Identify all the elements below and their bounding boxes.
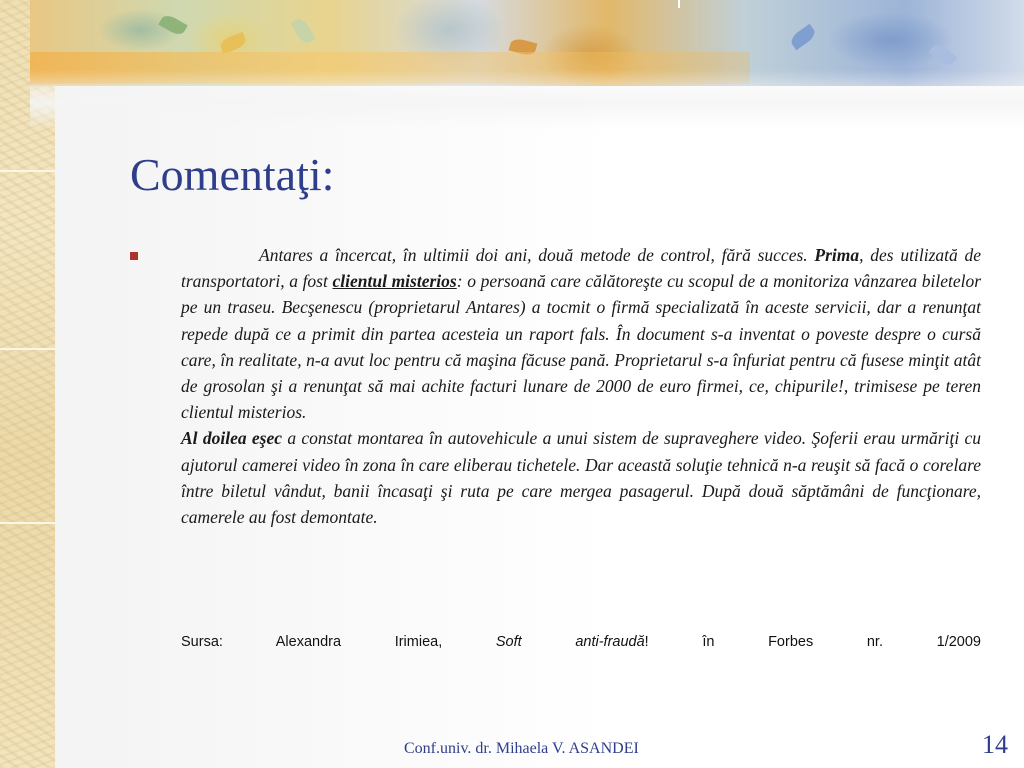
paragraph-first-method	[181, 242, 981, 425]
banner-fade	[30, 70, 1024, 130]
slide-body	[181, 242, 981, 530]
source-title: Soft anti-fraudă	[495, 634, 645, 650]
leaf-decoration	[788, 24, 817, 50]
al-doilea-esec-label: Al doilea eşec	[181, 428, 283, 449]
strip-divider	[0, 348, 55, 350]
prima-label: Prima	[814, 245, 860, 265]
clientul-misterios-term: clientul misterios	[332, 271, 457, 292]
slide-title: Comentaţi:	[130, 149, 335, 200]
banner-divider	[678, 0, 680, 8]
source-suffix: ! în Forbes nr. 1/2009	[644, 634, 981, 650]
source-prefix: Sursa: Alexandra Irimiea,	[181, 634, 496, 650]
source-citation	[181, 634, 981, 650]
leaf-decoration	[929, 41, 958, 68]
paragraph-text: a constat montarea în autovehicule a unui sistem de supraveghere video. Şoferii erau urmăriţi cu ajutorul camerei video în zona în care eliberau tichetele. Dar această soluţie tehnică n-a reuşit să facă o corelare între biletul vândut, banii încasaţi şi ruta pe care mergea pasagerul. După două săptămâni de funcţionare, camerele au fost demontate.	[181, 428, 982, 528]
leaf-decoration	[290, 16, 315, 46]
paragraph-intro: Antares a încercat, în ultimii doi ani, două metode de control, fără succes.	[259, 245, 808, 265]
leaf-decoration	[218, 32, 247, 54]
strip-divider	[0, 170, 55, 172]
leaf-decoration	[158, 12, 188, 37]
page-number: 14	[982, 730, 1008, 759]
footer-author: Conf.univ. dr. Mihaela V. ASANDEI	[404, 740, 639, 757]
paragraph-text: : o persoană care călătoreşte cu scopul de a monitoriza vânzarea biletelor pe un traseu. Becşenescu (proprietarul Antares) a tocmit o firmă specializată în aceste servicii, dar a renunţat repede după ce a primit din partea acesteia un raport fals. În document s-a inventat o poveste despre o cursă care, în realitate, n-a avut loc pentru că maşina făcuse pană. Proprietarul s-a înfuriat pentru că fusese minţit atât de grosolan şi a renunţat să mai achite facturi lunare de 2000 de euro firmei, ce, chipurile!, trimisese pe teren clientul misterios.	[181, 271, 982, 423]
bullet-marker	[130, 252, 138, 260]
paragraph-text: , des utilizată de transportatori, a fost	[181, 245, 982, 292]
strip-divider	[0, 522, 55, 524]
paragraph-second-method	[181, 425, 981, 530]
